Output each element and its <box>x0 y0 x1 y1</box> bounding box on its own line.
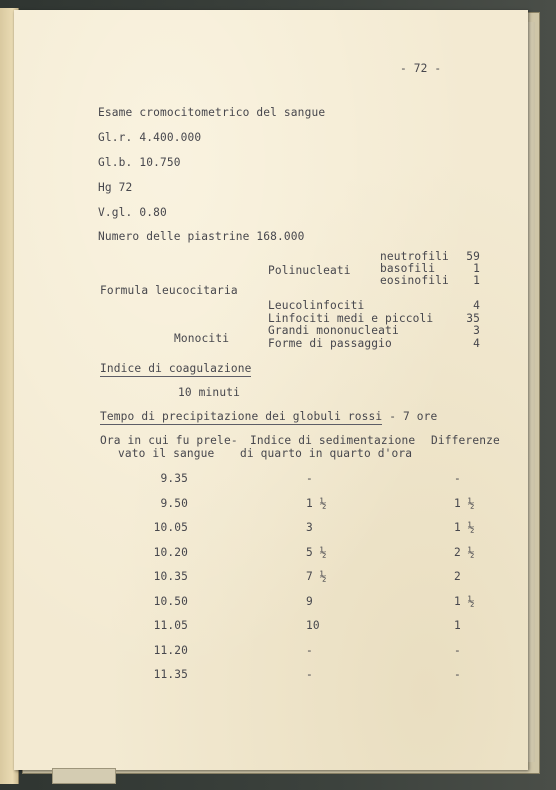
formula-label: Formula leucocitaria <box>100 284 238 297</box>
header-differenze: Differenze <box>431 434 500 447</box>
cell-ora: 10.20 <box>153 545 188 559</box>
precipitation-line <box>100 410 437 423</box>
cell-ora: 11.35 <box>153 668 188 681</box>
cell-differenza: 1 ½ <box>454 594 475 608</box>
precipitation-label: Tempo di precipitazione dei globuli rossi <box>100 410 383 423</box>
mononucleati-row-value: 3 <box>473 324 480 337</box>
polinucleati-row-value: 59 <box>466 250 480 263</box>
polinucleati-label: Polinucleati <box>268 264 351 277</box>
header-ora-line1: Ora in cui fu prele- <box>100 434 238 447</box>
coagulation-label: Indice di coagulazione <box>100 362 252 375</box>
precipitation-value: - 7 ore <box>382 410 438 423</box>
white-cell-count: Gl.b. 10.750 <box>98 156 181 169</box>
cell-indice: 3 <box>306 521 313 534</box>
polinucleati-row-value: 1 <box>473 274 480 287</box>
cell-differenza: 1 <box>454 619 461 632</box>
mononucleati-row-name: Grandi mononucleati <box>268 324 399 337</box>
cell-ora: 11.20 <box>153 643 188 657</box>
cell-indice: 10 <box>306 619 320 632</box>
cell-ora: 10.35 <box>153 570 188 583</box>
polinucleati-row-name: eosinofili <box>380 274 449 287</box>
mononucleati-label: Monociti <box>174 332 230 345</box>
cell-indice: 9 <box>306 594 313 608</box>
hemoglobin-value: Hg 72 <box>98 181 133 194</box>
cell-indice: 5 ½ <box>306 545 327 559</box>
polinucleati-row-value: 1 <box>473 262 480 275</box>
mononucleati-row-name: Linfociti medi e piccoli <box>268 311 434 325</box>
typewritten-page <box>14 10 528 770</box>
red-cell-count: Gl.r. 4.400.000 <box>98 131 202 144</box>
cell-indice: 7 ½ <box>306 570 327 583</box>
mononucleati-row-name: Leucolinfociti <box>268 299 365 312</box>
page-number: - 72 - <box>400 62 442 75</box>
cell-differenza: 2 ½ <box>454 545 475 559</box>
mononucleati-row-value: 4 <box>473 299 480 312</box>
cell-indice: - <box>306 643 313 657</box>
globular-value: V.gl. 0.80 <box>98 206 167 219</box>
header-indice-line2: di quarto in quarto d'ora <box>240 447 413 460</box>
cell-ora: 9.35 <box>160 472 188 485</box>
mononucleati-row-value: 4 <box>473 336 480 350</box>
header-indice-line1: Indice di sedimentazione <box>250 434 416 447</box>
coagulation-value: 10 minuti <box>178 386 240 399</box>
cell-differenza: 1 ½ <box>454 521 475 534</box>
header-ora-line2: vato il sangue <box>118 447 215 460</box>
cell-differenza: - <box>454 472 461 485</box>
cell-differenza: - <box>454 643 461 657</box>
mononucleati-row-value: 35 <box>466 311 480 325</box>
platelet-count: Numero delle piastrine 168.000 <box>98 230 305 243</box>
cell-differenza: - <box>454 668 461 681</box>
cell-differenza: 1 ½ <box>454 496 475 510</box>
cell-indice: - <box>306 668 313 681</box>
cell-indice: - <box>306 472 313 485</box>
mononucleati-row-name: Forme di passaggio <box>268 336 392 350</box>
binding-tab <box>52 768 116 784</box>
cell-ora: 10.05 <box>153 521 188 534</box>
cell-ora: 11.05 <box>153 619 188 632</box>
polinucleati-row-name: neutrofili <box>380 250 449 263</box>
cell-ora: 9.50 <box>160 496 188 510</box>
cell-differenza: 2 <box>454 570 461 583</box>
document-heading: Esame cromocitometrico del sangue <box>98 106 326 119</box>
cell-indice: 1 ½ <box>306 496 327 510</box>
cell-ora: 10.50 <box>153 594 188 608</box>
polinucleati-row-name: basofili <box>380 262 436 275</box>
